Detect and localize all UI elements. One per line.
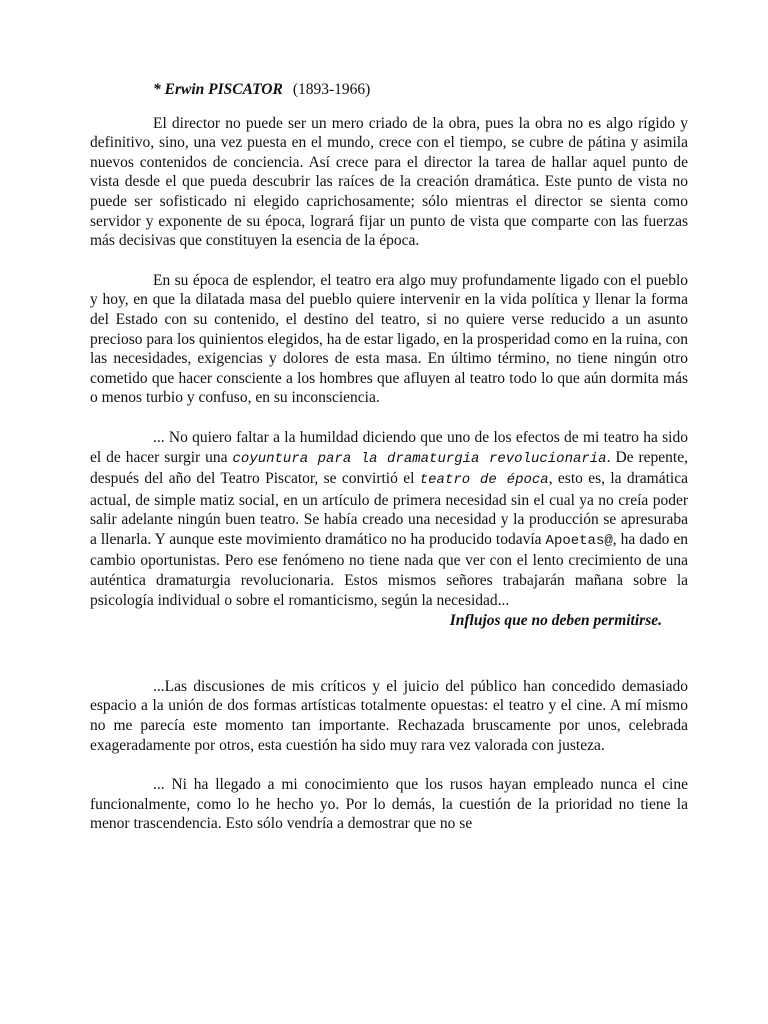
paragraph-2: En su época de esplendor, el teatro era algo muy profundamente ligado con el pueblo y hoy, en que la dilatada masa del pueblo quiere intervenir en la vida política y llenar la forma del Estado con su contenido, el destino del teatro, si no quiere verse reducido a un asunto precioso para los quinientos elegidos, ha de estar ligado, en la prosperidad como en la ruina, con las necesidades, exigencias y dolores de esta masa. En último término, no tiene ningún otro cometido que hacer consciente a los hombres que afluyen al teatro todo lo que aún dormita más o menos turbio y confuso, en su inconsciencia.: [90, 271, 688, 407]
section-signoff: Influjos que no deben permitirse.: [449, 612, 662, 630]
document-heading: [90, 80, 688, 100]
p3-text-d: , ha dado en cambio oportunistas. Pero ese fenómeno no tiene nada que ver con el lento crecimiento de una auténtica dramaturgia revolucionaria. Estos mismos señores trabajarán mañana sobre la psicología individual o sobre el romanticismo, según la necesidad...: [90, 530, 689, 609]
paragraph-5: ... Ni ha llegado a mi conocimiento que los rusos hayan empleado nunca el cine funcionalmente, como lo he hecho yo. Por lo demás, la cuestión de la prioridad no tiene la menor trascendencia. Esto sólo vendría a demostrar que no se: [90, 776, 688, 833]
document-page: [90, 80, 688, 854]
paragraph-3: [90, 428, 688, 610]
p3-text-a: ... No quiero faltar a la humildad diciendo que uno de los efectos de mi teatro ha sido el de hacer surgir una: [90, 428, 688, 466]
p3-emphasis-2: teatro de época: [419, 472, 549, 489]
p3-quoted-term: Apoetas@: [545, 532, 613, 549]
section-gap: [90, 631, 688, 677]
author-name: * Erwin PISCATOR: [153, 81, 283, 98]
p3-emphasis-1: coyuntura para la dramaturgia revolucionaria: [232, 450, 607, 467]
paragraph-4: ...Las discusiones de mis críticos y el juicio del público han concedido demasiado espacio a la unión de dos formas artísticas totalmente opuestas: el teatro y el cine. A mí mismo no me parecía este momento tan importante. Rechazada bruscamente por unos, celebrada exageradamente por otros, esta cuestión ha sido muy rara vez valorada con justeza.: [90, 677, 688, 754]
p3-text-c: , esto es, la dramática actual, de simple matiz social, en un artículo de primera necesidad sin el cual ya no creía poder salir adelante ningún buen teatro. Se había creado una necesidad y la producción se apresuraba a llenarla. Y aunque este movimiento dramático no ha producido todavía: [90, 470, 688, 548]
p3-text-b: . De repente, después del año del Teatro Piscator, se convirtió el: [90, 448, 688, 488]
author-years: (1893-1966): [292, 81, 371, 98]
paragraph-1: El director no puede ser un mero criado de la obra, pues la obra no es algo rígido y definitivo, sino, una vez puesta en el mundo, crece con el tiempo, se cubre de pátina y asimila nuevos contenidos de conciencia. Así crece para el director la tarea de hallar aquel punto de vista desde el que pueda descubrir las raíces de la creación dramática. Este punto de vista no puede ser sofisticado ni elegido caprichosamente; sólo mientras el director se sienta como servidor y exponente de su época, logrará fijar un punto de vista que comparte con las fuerzas más decisivas que constituyen la esencia de la época.: [90, 114, 688, 250]
